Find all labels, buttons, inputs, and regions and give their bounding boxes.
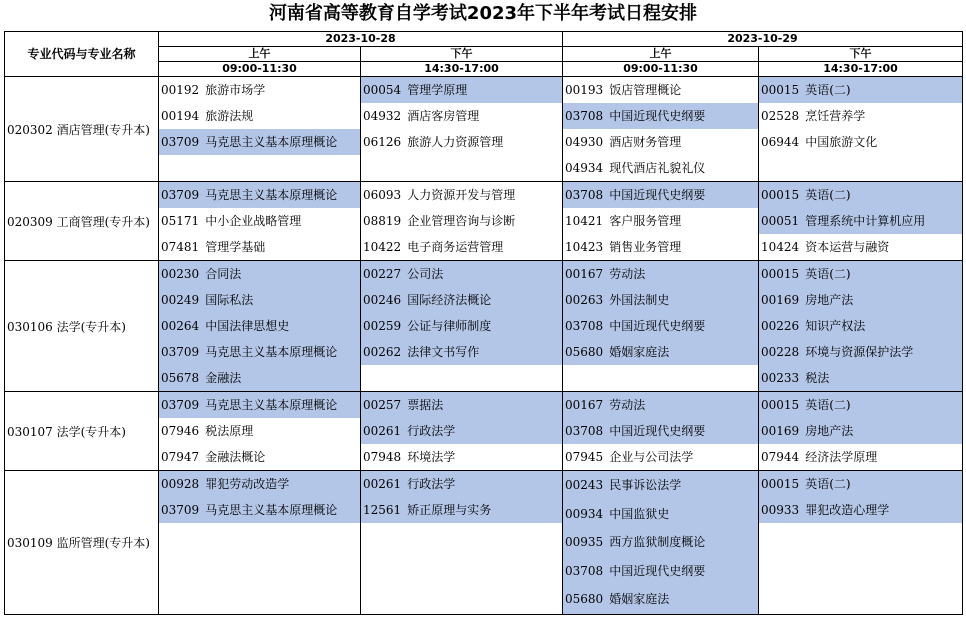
course-code: 06093 [363,188,402,202]
time-header: 09:00-11:30 [159,62,361,77]
course-code: 07946 [161,424,200,438]
course-entry [159,392,360,418]
course-entry [361,392,562,418]
course-code: 00167 [565,398,604,412]
course-entry [759,182,962,208]
course-code: 00243 [565,478,604,492]
exam-cell [159,392,361,471]
time-header: 09:00-11:30 [563,62,759,77]
course-entry [159,339,360,365]
course-name: 劳动法 [609,267,646,281]
course-entry [563,129,758,155]
course-name: 金融法概论 [205,450,266,464]
course-entry [563,418,758,444]
course-code: 03708 [565,563,604,578]
course-name: 销售业务管理 [609,240,682,254]
course-name: 英语(二) [805,267,851,281]
course-name: 中国近现代史纲要 [609,109,706,123]
course-code: 00167 [565,267,604,281]
course-name: 环境与资源保护法学 [805,345,914,359]
major-row [5,261,963,392]
course-entry [361,182,562,208]
course-entry [563,261,758,287]
course-entry [159,182,360,208]
course-entry [159,287,360,313]
course-code: 00259 [363,319,402,333]
course-code: 00226 [761,319,800,333]
course-code: 05171 [161,214,200,228]
major-name: 030106 法学(专升本) [5,261,159,392]
course-entry [759,103,962,129]
course-entry [563,500,758,529]
course-code: 00015 [761,477,800,491]
course-name: 行政法学 [407,424,456,438]
major-row [5,77,963,182]
course-name: 中国近现代史纲要 [609,319,706,333]
course-entry [563,234,758,260]
course-entry [759,313,962,339]
course-name: 马克思主义基本原理概论 [205,135,338,149]
exam-cell [159,182,361,261]
course-code: 00015 [761,188,800,202]
course-code: 00228 [761,345,800,359]
course-name: 旅游市场学 [205,83,266,97]
course-entry [361,234,562,260]
course-entry [563,103,758,129]
course-name: 税法 [805,371,830,385]
course-entry [159,261,360,287]
course-entry [563,77,758,103]
course-entry [759,234,962,260]
course-code: 04930 [565,135,604,149]
course-entry [361,208,562,234]
exam-cell [759,77,963,182]
course-entry [361,418,562,444]
course-code: 05680 [565,345,604,359]
course-name: 法律文书写作 [407,345,480,359]
course-entry [563,287,758,313]
major-column-header: 专业代码与专业名称 [5,32,159,77]
course-entry [759,339,962,365]
course-code: 05680 [565,592,604,606]
course-entry [159,103,360,129]
course-name: 罪犯劳动改造学 [205,477,290,491]
course-entry [159,208,360,234]
exam-cell [361,77,563,182]
course-code: 00261 [363,477,402,491]
major-row [5,392,963,471]
course-entry [159,313,360,339]
course-entry [759,365,962,391]
course-name: 马克思主义基本原理概论 [205,345,338,359]
course-name: 环境法学 [407,450,456,464]
course-code: 00934 [565,506,604,521]
exam-cell [563,77,759,182]
course-code: 00933 [761,503,800,517]
course-name: 房地产法 [805,293,854,307]
course-code: 05678 [161,371,200,385]
course-entry [159,129,360,155]
course-name: 房地产法 [805,424,854,438]
course-entry [159,77,360,103]
course-name: 罪犯改造心理学 [805,503,890,517]
exam-cell [563,261,759,392]
course-code: 10423 [565,240,604,254]
course-code: 00227 [363,267,402,281]
course-name: 婚姻家庭法 [609,345,670,359]
exam-cell [361,392,563,471]
course-code: 03709 [161,188,200,202]
course-code: 00935 [565,535,604,549]
course-entry [759,471,962,497]
course-entry [759,129,962,155]
course-name: 现代酒店礼貌礼仪 [609,161,706,175]
course-entry [361,77,562,103]
course-name: 矫正原理与实务 [407,503,492,517]
course-name: 民事诉讼法学 [609,478,682,492]
course-entry [361,129,562,155]
course-entry [361,287,562,313]
exam-cell [361,471,563,615]
course-entry [361,497,562,523]
course-code: 00264 [161,319,200,333]
course-entry [759,444,962,470]
course-entry [159,497,360,523]
major-name: 020302 酒店管理(专升本) [5,77,159,182]
course-entry [563,528,758,557]
course-name: 中国近现代史纲要 [609,188,706,202]
course-name: 国际经济法概论 [407,293,492,307]
date-header-2: 2023-10-29 [563,32,963,47]
course-name: 企业管理咨询与诊断 [407,214,516,228]
course-code: 00263 [565,293,604,307]
course-name: 酒店客房管理 [407,109,480,123]
course-name: 英语(二) [805,477,851,491]
course-name: 行政法学 [407,477,456,491]
course-entry [563,471,758,500]
course-name: 中国近现代史纲要 [609,563,706,578]
course-name: 马克思主义基本原理概论 [205,188,338,202]
course-name: 经济法学原理 [805,450,878,464]
course-entry [563,444,758,470]
course-name: 税法原理 [205,424,254,438]
exam-cell [361,261,563,392]
course-code: 10424 [761,240,800,254]
course-name: 马克思主义基本原理概论 [205,503,338,517]
course-code: 07948 [363,450,402,464]
course-code: 00193 [565,83,604,97]
course-entry [759,392,962,418]
course-entry [563,313,758,339]
course-code: 02528 [761,109,800,123]
course-name: 客户服务管理 [609,214,682,228]
course-name: 马克思主义基本原理概论 [205,398,338,412]
course-name: 西方监狱制度概论 [609,535,706,549]
course-code: 04934 [565,161,604,175]
course-code: 00015 [761,398,800,412]
course-entry [759,418,962,444]
course-code: 12561 [363,503,402,517]
course-name: 中国法律思想史 [205,319,290,333]
course-entry [361,339,562,365]
course-code: 03709 [161,398,200,412]
major-name: 030109 监所管理(专升本) [5,471,159,615]
date-header-1: 2023-10-28 [159,32,563,47]
course-code: 03708 [565,109,604,123]
course-entry [361,261,562,287]
course-name: 中小企业战略管理 [205,214,302,228]
session-header: 上午 [563,47,759,62]
course-entry [159,471,360,497]
page-title: 河南省高等教育自学考试2023年下半年考试日程安排 [268,3,698,24]
major-row [5,182,963,261]
course-code: 00054 [363,83,402,97]
course-entry [361,313,562,339]
course-code: 00194 [161,109,200,123]
course-code: 08819 [363,214,402,228]
course-entry [759,77,962,103]
course-name: 知识产权法 [805,319,866,333]
course-entry [361,103,562,129]
course-entry [563,557,758,586]
course-name: 外国法制史 [609,293,670,307]
exam-cell [759,392,963,471]
course-code: 00230 [161,267,200,281]
session-header: 下午 [759,47,963,62]
exam-cell [759,471,963,615]
course-name: 公证与律师制度 [407,319,492,333]
course-name: 资本运营与融资 [805,240,890,254]
course-name: 国际私法 [205,293,254,307]
course-name: 人力资源开发与管理 [407,188,516,202]
course-entry [563,339,758,365]
course-name: 英语(二) [805,398,851,412]
course-code: 10421 [565,214,604,228]
course-entry [563,392,758,418]
session-header: 下午 [361,47,563,62]
course-code: 03708 [565,424,604,438]
course-code: 00051 [761,214,800,228]
course-entry [563,208,758,234]
course-code: 03709 [161,135,200,149]
course-entry [159,234,360,260]
course-code: 06126 [363,135,402,149]
course-code: 00246 [363,293,402,307]
course-name: 婚姻家庭法 [609,592,670,606]
course-name: 中国监狱史 [609,506,670,521]
course-code: 07947 [161,450,200,464]
course-code: 04932 [363,109,402,123]
course-name: 公司法 [407,267,444,281]
course-code: 07944 [761,450,800,464]
course-code: 03709 [161,345,200,359]
time-header: 14:30-17:00 [361,62,563,77]
exam-cell [759,261,963,392]
course-code: 00257 [363,398,402,412]
session-header: 上午 [159,47,361,62]
major-name: 020309 工商管理(专升本) [5,182,159,261]
course-name: 旅游法规 [205,109,254,123]
course-entry [361,471,562,497]
exam-cell [563,182,759,261]
course-code: 00015 [761,83,800,97]
course-name: 合同法 [205,267,242,281]
course-code: 00233 [761,371,800,385]
course-name: 管理学原理 [407,83,468,97]
course-code: 10422 [363,240,402,254]
exam-cell [563,471,759,615]
course-code: 07945 [565,450,604,464]
course-name: 管理系统中计算机应用 [805,214,926,228]
course-code: 00192 [161,83,200,97]
course-entry [759,208,962,234]
course-entry [563,182,758,208]
course-entry [563,585,758,614]
course-code: 00249 [161,293,200,307]
exam-cell [159,471,361,615]
course-entry [159,418,360,444]
course-code: 07481 [161,240,200,254]
course-code: 03709 [161,503,200,517]
course-entry [759,497,962,523]
exam-cell [159,77,361,182]
course-code: 00261 [363,424,402,438]
course-name: 旅游人力资源管理 [407,135,504,149]
exam-cell [159,261,361,392]
course-name: 中国近现代史纲要 [609,424,706,438]
course-code: 03708 [565,188,604,202]
course-name: 管理学基础 [205,240,266,254]
course-name: 饭店管理概论 [609,83,682,97]
course-code: 00169 [761,293,800,307]
exam-schedule-table [4,31,963,615]
course-name: 英语(二) [805,188,851,202]
exam-cell [759,182,963,261]
course-entry [159,365,360,391]
course-code: 00928 [161,477,200,491]
course-entry [159,444,360,470]
course-name: 英语(二) [805,83,851,97]
course-name: 酒店财务管理 [609,135,682,149]
course-entry [563,155,758,181]
major-row [5,471,963,615]
course-entry [759,287,962,313]
course-code: 06944 [761,135,800,149]
major-name: 030107 法学(专升本) [5,392,159,471]
course-name: 劳动法 [609,398,646,412]
course-name: 电子商务运营管理 [407,240,504,254]
course-code: 00262 [363,345,402,359]
course-code: 00169 [761,424,800,438]
time-header: 14:30-17:00 [759,62,963,77]
course-entry [361,444,562,470]
course-name: 金融法 [205,371,242,385]
course-name: 中国旅游文化 [805,135,878,149]
course-code: 03708 [565,319,604,333]
course-code: 00015 [761,267,800,281]
course-name: 企业与公司法学 [609,450,694,464]
exam-cell [563,392,759,471]
course-name: 票据法 [407,398,444,412]
course-name: 烹饪营养学 [805,109,866,123]
exam-cell [361,182,563,261]
course-entry [759,261,962,287]
